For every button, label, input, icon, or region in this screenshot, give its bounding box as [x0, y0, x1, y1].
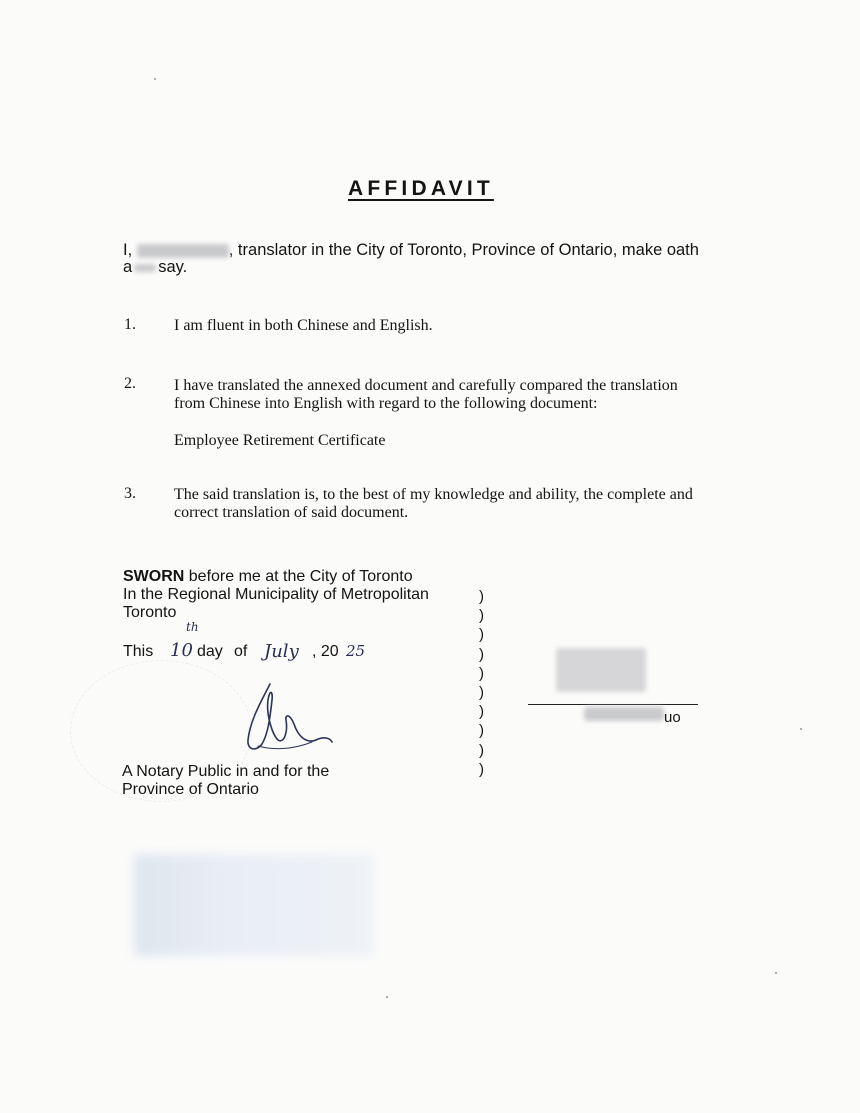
- document-name: Employee Retirement Certificate: [174, 432, 386, 449]
- item-3-number: 3.: [124, 485, 136, 502]
- paren: ): [479, 703, 484, 721]
- paren: ): [479, 626, 484, 644]
- notary-line-2: Province of Ontario: [122, 781, 259, 798]
- redacted-deponent-name: [584, 707, 664, 721]
- item-2-line-1: I have translated the annexed document and carefully compared the translation: [174, 377, 678, 394]
- handwritten-day: 10: [170, 640, 193, 661]
- item-3-line-1: The said translation is, to the best of my knowledge and ability, the complete and: [174, 486, 693, 503]
- handwritten-day-suffix: th: [186, 620, 199, 634]
- sworn-line-1: [123, 568, 413, 586]
- paren: ): [479, 664, 484, 682]
- item-3-line-2: correct translation of said document.: [174, 504, 409, 521]
- redacted-fragment: [134, 264, 156, 272]
- intro-line2-suffix: say.: [158, 258, 188, 276]
- sworn-line-1-rest: before me at the City of Toronto: [184, 568, 413, 585]
- scan-speck: [800, 728, 802, 730]
- intro-line2-prefix: a: [123, 258, 133, 276]
- intro-text: , translator in the City of Toronto, Province of Ontario, make oath: [228, 241, 699, 259]
- item-2-number: 2.: [124, 375, 136, 392]
- paren: ): [479, 760, 484, 778]
- date-label-day: day: [197, 643, 223, 660]
- intro-prefix: I,: [123, 241, 133, 259]
- date-label-this: This: [123, 643, 154, 660]
- paren: ): [479, 684, 484, 702]
- parenthesis-column: [479, 587, 484, 779]
- intro-line-2: [123, 258, 187, 277]
- redacted-deponent-signature: [556, 648, 646, 692]
- paren: ): [479, 607, 484, 625]
- paren: ): [479, 588, 484, 605]
- scan-speck: [775, 972, 777, 974]
- handwritten-year: 25: [346, 642, 366, 660]
- item-2-line-2: from Chinese into English with regard to the following document:: [174, 395, 598, 412]
- handwritten-month: July: [264, 641, 299, 662]
- deponent-name-visible: uo: [664, 709, 681, 726]
- redacted-translator-name: [137, 244, 229, 258]
- scan-speck: [154, 78, 156, 80]
- item-1-number: 1.: [124, 316, 136, 333]
- redacted-notary-stamp: [134, 854, 374, 956]
- sworn-bold: SWORN: [123, 568, 185, 585]
- intro-line-1: [123, 241, 699, 260]
- deponent-signature-line: [528, 704, 698, 705]
- notary-line-1: A Notary Public in and for the: [122, 763, 330, 780]
- sworn-line-2: In the Regional Municipality of Metropolitan: [123, 586, 429, 603]
- sworn-line-3: Toronto: [123, 604, 177, 621]
- date-year-prefix: , 20: [312, 643, 339, 660]
- document-title: AFFIDAVIT: [348, 177, 494, 200]
- item-1-text: I am fluent in both Chinese and English.: [174, 317, 433, 334]
- paren: ): [479, 645, 484, 663]
- scan-speck: [386, 996, 388, 998]
- date-label-of: of: [234, 643, 248, 660]
- paren: ): [479, 741, 484, 759]
- paren: ): [479, 722, 484, 740]
- notary-signature: [232, 670, 352, 760]
